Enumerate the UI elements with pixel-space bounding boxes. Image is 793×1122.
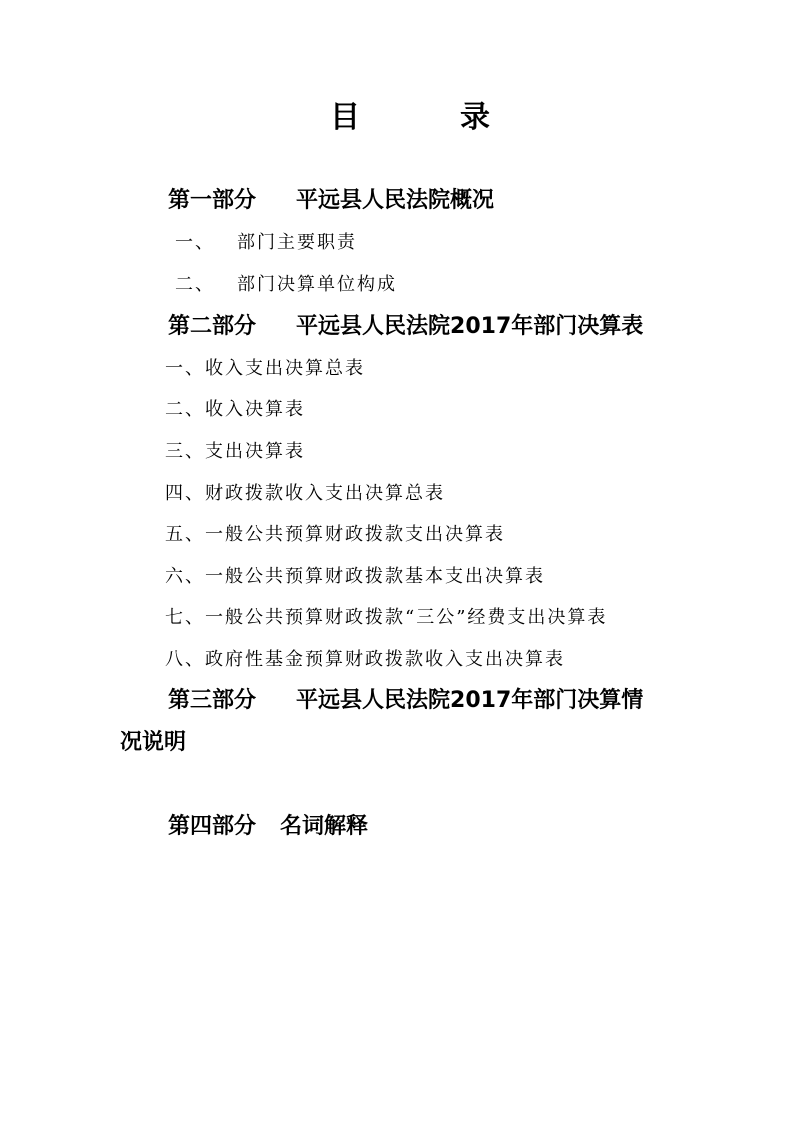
part2-item-6: 六、一般公共预算财政拨款基本支出决算表 <box>165 566 545 587</box>
toc-title-left: 目 <box>330 100 360 135</box>
part4-heading <box>168 812 368 842</box>
part2-heading <box>168 312 643 342</box>
part2-title: 平远县人民法院2017年部门决算表 <box>296 314 644 339</box>
part4-title: 名词解释 <box>280 814 369 839</box>
part2-item-8: 八、政府性基金预算财政拨款收入支出决算表 <box>165 649 565 670</box>
toc-title-right: 录 <box>460 100 490 135</box>
part2-item-3: 三、支出决算表 <box>165 441 305 462</box>
part2-item-4: 四、财政拨款收入支出决算总表 <box>165 483 445 504</box>
part1-heading <box>168 186 494 216</box>
toc-title <box>0 98 793 142</box>
part3-label: 第三部分 <box>168 688 257 713</box>
part1-title: 平远县人民法院概况 <box>296 188 495 213</box>
part3-title-line1: 平远县人民法院2017年部门决算情 <box>296 688 644 713</box>
part1-label: 第一部分 <box>168 188 257 213</box>
part1-item-1: 一、 部门主要职责 <box>175 232 357 253</box>
part2-label: 第二部分 <box>168 314 257 339</box>
part4-label: 第四部分 <box>168 814 257 839</box>
part3-title-line2: 况说明 <box>120 730 187 755</box>
part2-item-2: 二、收入决算表 <box>165 399 305 420</box>
part1-item-2: 二、 部门决算单位构成 <box>175 274 397 295</box>
part3-heading <box>168 686 643 716</box>
part2-item-5: 五、一般公共预算财政拨款支出决算表 <box>165 524 505 545</box>
part2-item-1: 一、收入支出决算总表 <box>165 358 365 379</box>
part2-item-7: 七、一般公共预算财政拨款“三公”经费支出决算表 <box>165 607 608 628</box>
